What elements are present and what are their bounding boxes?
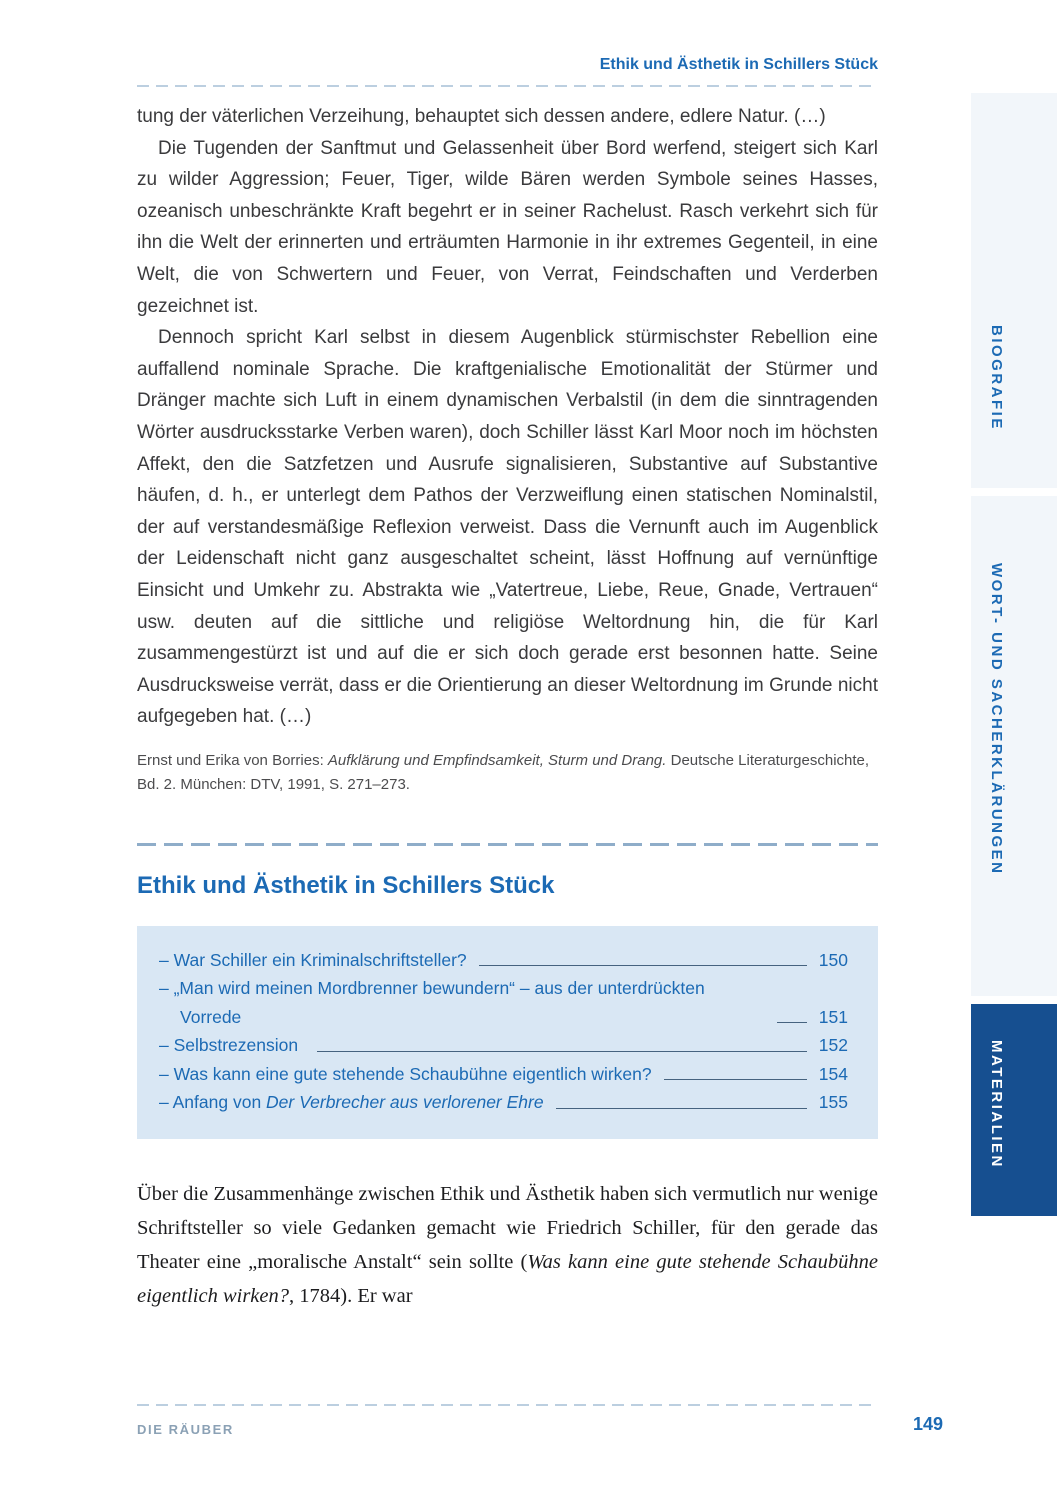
toc-item[interactable] <box>159 974 848 1031</box>
citation-authors: Ernst und Erika von Borries: <box>137 751 328 769</box>
toc-item-label: – Anfang von Der Verbrecher aus verlorener Ehre <box>159 1092 544 1113</box>
source-citation <box>137 749 878 797</box>
page-content <box>137 0 878 1313</box>
leader-line <box>317 1051 807 1052</box>
leader-line <box>479 965 807 966</box>
toc-item-label: – „Man wird meinen Mordbrenner bewundern“ – aus der unterdrückten Vorrede <box>159 978 705 1027</box>
tab-biografie[interactable]: BIOGRAFIE <box>988 325 1005 431</box>
citation-title: Aufklärung und Empfindsamkeit, Sturm und Drang. <box>327 751 667 769</box>
excerpt-paragraph: Die Tugenden der Sanftmut und Gelassenheit über Bord werfend, steigert sich Karl zu wilder Aggression; Feuer, Tiger, wilde Bären werden Symbole seines Hasses, ozeanisch unbeschränkte Kraft begehrt er in seiner Rachelust. Rasch verkehrt sich für ihn die Welt der erinnerten und erträumten Harmonie in ihr extremes Gegenteil, in eine Welt, die von Schwertern und Feuer, von Verrat, Feindschaften und Verderben gezeichnet ist. <box>137 137 878 317</box>
toc-item-label: – Selbstrezension <box>159 1035 299 1056</box>
leader-line <box>556 1108 807 1109</box>
toc-item-label: – Was kann eine gute stehende Schaubühne eigentlich wirken? <box>159 1063 652 1084</box>
toc-item[interactable] <box>159 946 848 975</box>
tab-panel-materialien-active <box>971 1004 1057 1216</box>
toc-item[interactable] <box>159 1060 848 1089</box>
section-toc-box <box>137 926 878 1139</box>
section-heading: Ethik und Ästhetik in Schillers Stück <box>137 871 555 899</box>
running-header: Ethik und Ästhetik in Schillers Stück <box>599 56 878 73</box>
toc-page-number: 152 <box>818 1035 848 1056</box>
section-separator-rule <box>137 843 878 846</box>
work-title-italic: Was kann eine gute stehende Schaubühne eigentlich wirken? <box>137 1250 878 1307</box>
footer-rule <box>137 1404 878 1406</box>
excerpt-block <box>137 101 878 733</box>
tab-panel-biografie <box>971 93 1057 488</box>
tab-materialien[interactable]: MATERIALIEN <box>988 1040 1005 1169</box>
footer-book-title: DIE RÄUBER <box>137 1422 234 1437</box>
toc-page-number: 155 <box>818 1092 848 1113</box>
excerpt-paragraph: Dennoch spricht Karl selbst in diesem Augenblick stürmischster Rebellion eine auffallend nominale Sprache. Die kraftgenialische Emotionalität der Stürmer und Dränger machte sich Luft in einem dynamischen Verbalstil (in dem die sinntragenden Wörter ausdrucksstarke Verben waren), doch Schiller lässt Karl Moor noch im höchsten Affekt, den die Satzfetzen und Ausrufe signalisieren, Substantive auf Substantive häufen, d. h., er unterlegt dem Pathos der Verzweiflung einen statischen Nominalstil, der auf verstandesmäßige Reflexion verweist. Dass die Vernunft auch im Augenblick der Leidenschaft nicht ganz ausgeschaltet scheint, lässt Hoffnung auf vernünftige Einsicht und Umkehr zu. Abstrakta wie „Vatertreue, Liebe, Reue, Gnade, Vertrauen“ usw. deuten auf die sittliche und religiöse Weltordnung hin, die für Karl zusammengestürzt ist und auf die er sich doch gerade erst besonnen hatte. Seine Ausdrucksweise verrät, dass er die Orientierung an dieser Weltordnung im Grunde nicht aufgegeben hat. (…) <box>137 327 878 728</box>
excerpt-paragraph: tung der väterlichen Verzeihung, behauptet sich dessen andere, edlere Natur. (…) <box>137 106 826 127</box>
citation-details: Deutsche Literaturgeschichte, Bd. 2. München: DTV, 1991, S. 271–273. <box>137 751 870 793</box>
tab-panel-wort-und-sacherklaerungen <box>971 496 1057 996</box>
toc-page-number: 151 <box>818 1006 848 1027</box>
toc-item[interactable] <box>159 1031 848 1060</box>
tab-wort-und-sacherklaerungen[interactable]: WORT- UND SACHERKLÄRUNGEN <box>988 563 1005 876</box>
toc-item-label: – War Schiller ein Kriminalschriftsteller? <box>159 949 467 970</box>
footer-page-number: 149 <box>913 1414 944 1434</box>
header-rule <box>137 85 878 87</box>
leader-line <box>664 1079 807 1080</box>
toc-item[interactable] <box>159 1088 848 1117</box>
toc-page-number: 150 <box>818 949 848 970</box>
toc-item-title-italic: Der Verbrecher aus verlorener Ehre <box>266 1092 544 1113</box>
section-intro-paragraph: Über die Zusammenhänge zwischen Ethik und Ästhetik haben sich vermutlich nur wenige Schriftsteller so viele Gedanken gemacht wie Friedrich Schiller, für den gerade das Theater eine „moralische Anstalt“ sein sollte (Was kann eine gute stehende Schaubühne eigentlich wirken?, 1784). Er war <box>137 1182 878 1307</box>
leader-line <box>777 1022 807 1023</box>
toc-page-number: 154 <box>818 1063 848 1084</box>
